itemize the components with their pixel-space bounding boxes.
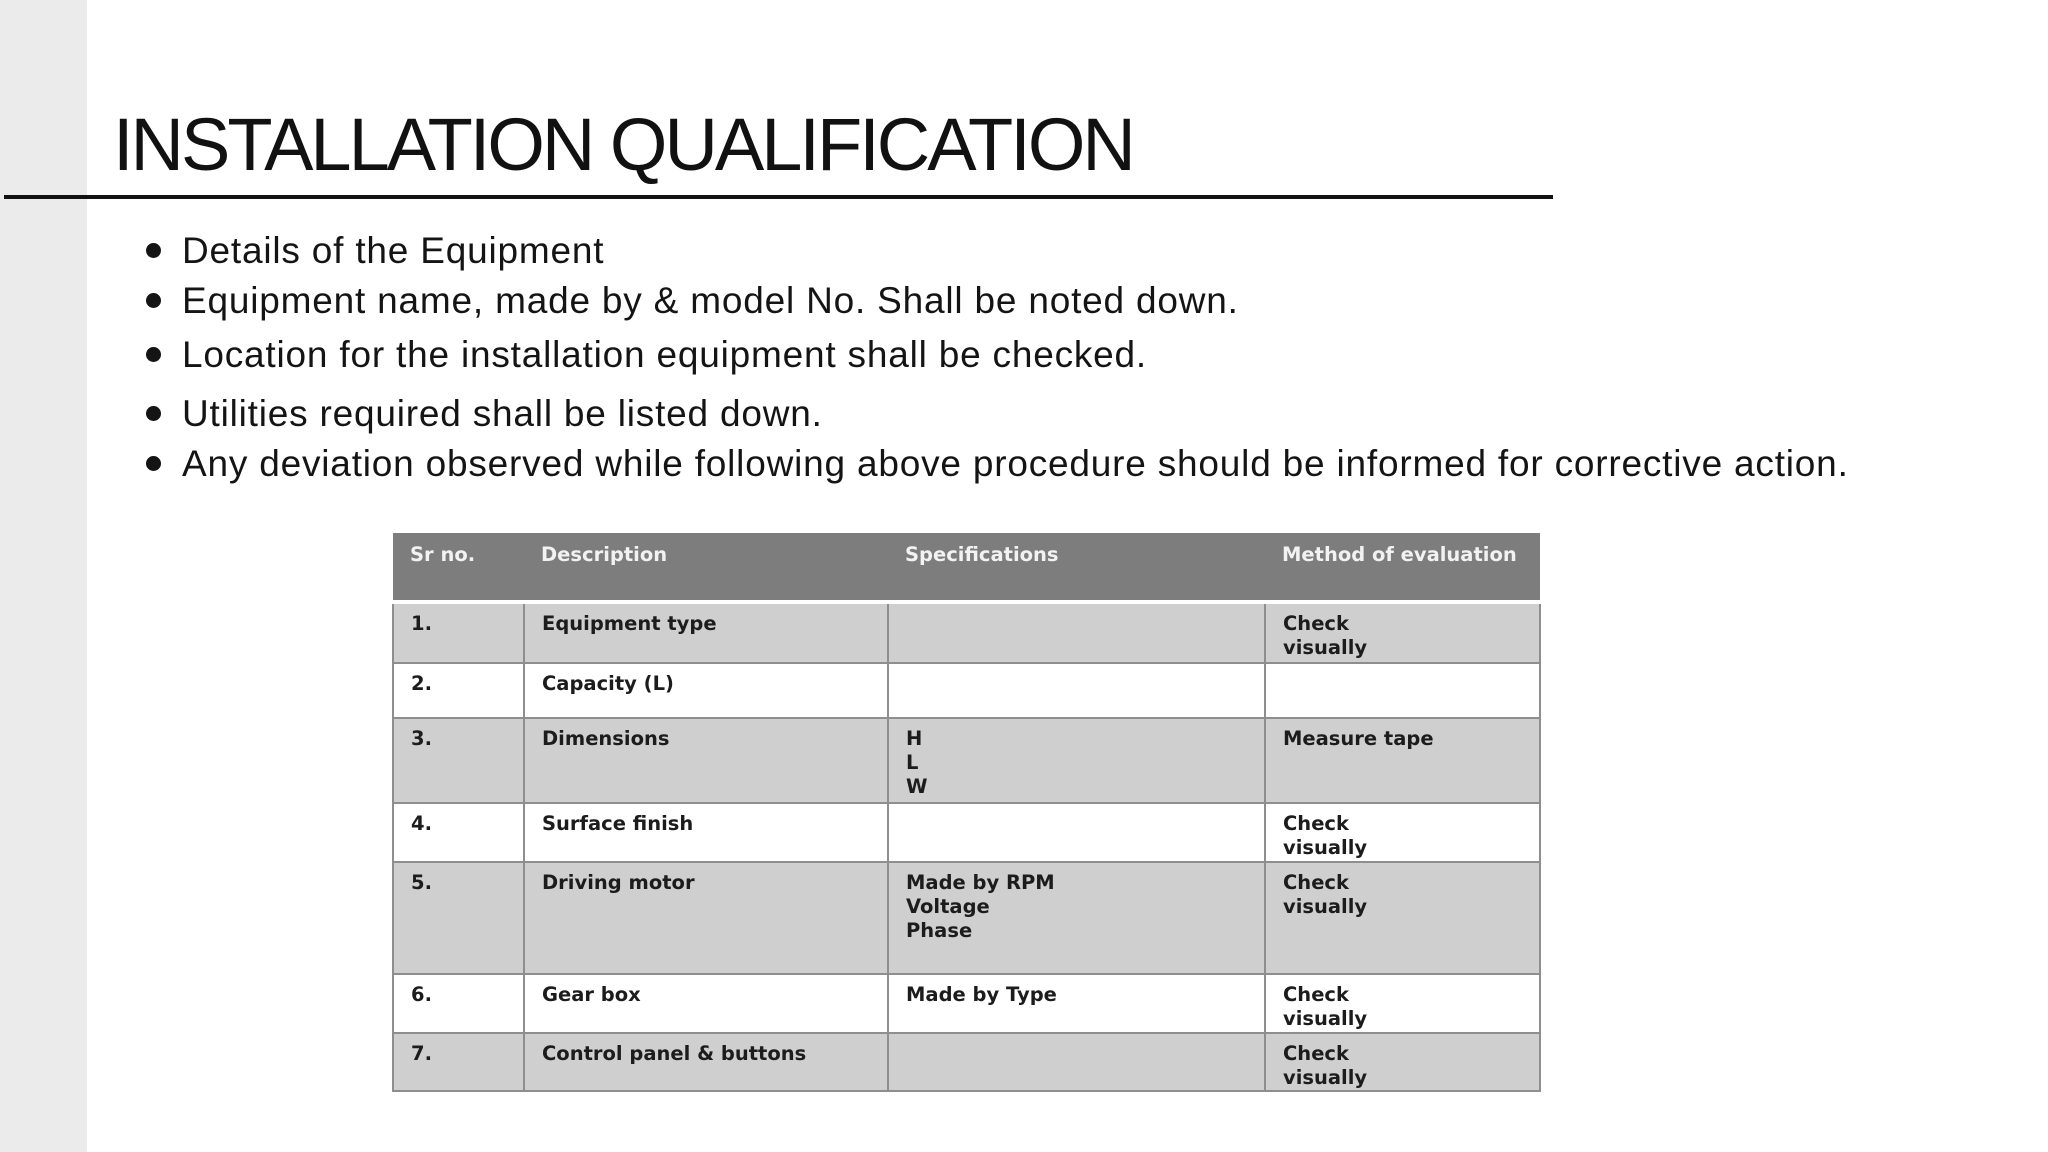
cell-method <box>1265 1033 1540 1091</box>
bullet-text: Utilities required shall be listed down. <box>182 393 823 434</box>
bullet-item <box>146 387 2002 441</box>
cell-method <box>1265 602 1540 663</box>
cell-description: Control panel & buttons <box>524 1033 888 1091</box>
cell-method-line: Check <box>1283 612 1349 635</box>
cell-method-line: visually <box>1283 895 1368 918</box>
cell-method-line: Check <box>1283 871 1349 894</box>
table-row <box>393 602 1540 663</box>
table-row <box>393 1033 1540 1091</box>
bullet-text: Any deviation observed while following above procedure should be informed for corrective action. <box>182 443 1849 484</box>
bullet-item <box>146 437 2002 491</box>
left-margin-bar <box>0 0 87 1152</box>
cell-specifications-line: Made by Type <box>906 983 1057 1006</box>
bullet-text: Details of the Equipment <box>182 230 605 271</box>
cell-description: Gear box <box>524 974 888 1033</box>
cell-method <box>1265 718 1540 803</box>
qualification-table <box>392 533 1541 1092</box>
table-body <box>393 602 1540 1091</box>
cell-method-line: Check <box>1283 1042 1349 1065</box>
bullet-dot-icon <box>146 406 161 421</box>
cell-method <box>1265 974 1540 1033</box>
cell-specifications <box>888 862 1265 974</box>
bullet-item <box>146 328 2002 382</box>
cell-specifications <box>888 803 1265 862</box>
bullet-text: Location for the installation equipment shall be checked. <box>182 334 1148 375</box>
table-header-row <box>393 533 1540 602</box>
cell-specifications <box>888 663 1265 718</box>
cell-description: Driving motor <box>524 862 888 974</box>
cell-specifications-line: L <box>906 751 919 774</box>
cell-method-line: visually <box>1283 1007 1368 1030</box>
cell-specifications-line: Voltage <box>906 895 990 918</box>
bullet-dot-icon <box>146 347 161 362</box>
header-description: Description <box>524 533 888 602</box>
cell-sr-no: 6. <box>393 974 524 1033</box>
cell-method-line: visually <box>1283 836 1368 859</box>
title-underline <box>4 195 1553 199</box>
header-method: Method of evaluation <box>1265 533 1540 602</box>
bullet-item <box>146 224 2002 278</box>
cell-description: Dimensions <box>524 718 888 803</box>
cell-description: Surface finish <box>524 803 888 862</box>
table-row <box>393 718 1540 803</box>
cell-method-line: visually <box>1283 636 1368 659</box>
cell-method-line: Measure tape <box>1283 727 1434 750</box>
cell-method-line: Check <box>1283 983 1349 1006</box>
bullet-dot-icon <box>146 456 161 471</box>
header-sr-no: Sr no. <box>393 533 524 602</box>
cell-method-line: visually <box>1283 1066 1368 1089</box>
cell-sr-no: 1. <box>393 602 524 663</box>
cell-sr-no: 5. <box>393 862 524 974</box>
cell-sr-no: 4. <box>393 803 524 862</box>
table-row <box>393 663 1540 718</box>
bullet-dot-icon <box>146 243 161 258</box>
cell-description: Equipment type <box>524 602 888 663</box>
bullet-item <box>146 274 2002 328</box>
cell-sr-no: 7. <box>393 1033 524 1091</box>
cell-method <box>1265 862 1540 974</box>
header-specifications: Specifications <box>888 533 1265 602</box>
bullet-dot-icon <box>146 293 161 308</box>
table-row <box>393 803 1540 862</box>
cell-method <box>1265 663 1540 718</box>
slide-title: INSTALLATION QUALIFICATION <box>113 103 1133 186</box>
table-row <box>393 862 1540 974</box>
cell-specifications-line: H <box>906 727 923 750</box>
cell-specifications <box>888 1033 1265 1091</box>
cell-specifications <box>888 974 1265 1033</box>
table-row <box>393 974 1540 1033</box>
cell-specifications-line: W <box>906 775 928 798</box>
bullet-text: Equipment name, made by & model No. Shall be noted down. <box>182 280 1239 321</box>
cell-specifications <box>888 718 1265 803</box>
cell-description: Capacity (L) <box>524 663 888 718</box>
cell-specifications-line: Phase <box>906 919 973 942</box>
cell-specifications <box>888 602 1265 663</box>
cell-sr-no: 2. <box>393 663 524 718</box>
cell-method <box>1265 803 1540 862</box>
cell-sr-no: 3. <box>393 718 524 803</box>
cell-specifications-line: Made by RPM <box>906 871 1055 894</box>
cell-method-line: Check <box>1283 812 1349 835</box>
